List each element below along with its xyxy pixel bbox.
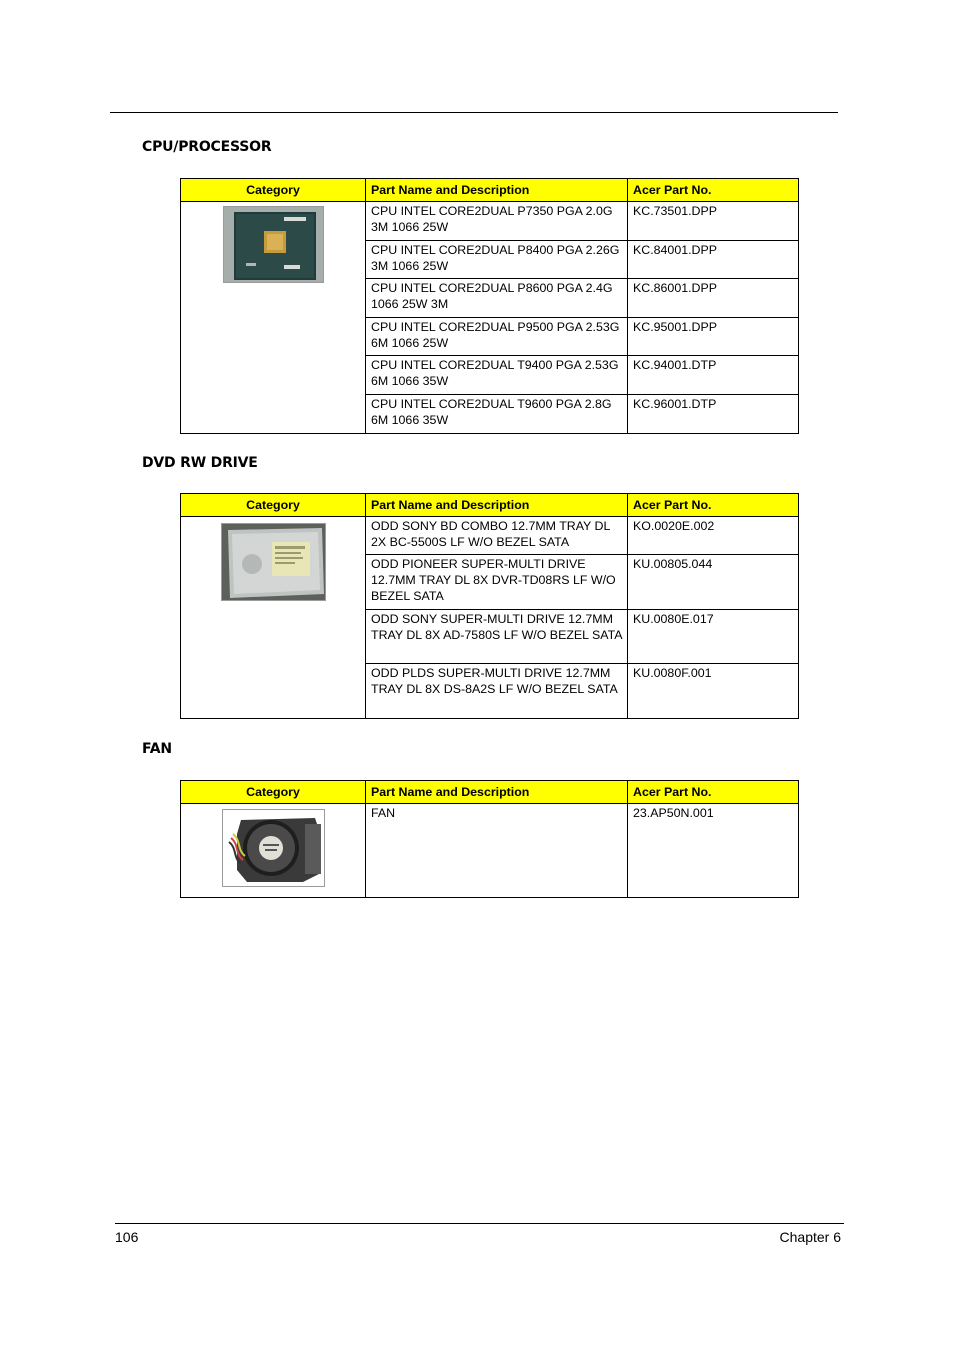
part-number: KC.86001.DPP: [628, 279, 799, 318]
part-number: KC.95001.DPP: [628, 318, 799, 356]
table-header-row: [181, 179, 799, 202]
dvd-drive-photo: [221, 523, 326, 601]
header-category: Category: [181, 179, 366, 202]
table-header-row: [181, 781, 799, 804]
header-acer-part-no: Acer Part No.: [628, 179, 799, 202]
part-number: KU.0080F.001: [628, 664, 799, 719]
part-description: CPU INTEL CORE2DUAL P8400 PGA 2.26G 3M 1066 25W: [366, 241, 628, 279]
part-number: KU.0080E.017: [628, 610, 799, 664]
header-part-name: Part Name and Description: [366, 179, 628, 202]
part-number: KO.0020E.002: [628, 517, 799, 555]
table-header-row: [181, 494, 799, 517]
header-acer-part-no: Acer Part No.: [628, 781, 799, 804]
chapter-label: Chapter 6: [779, 1229, 841, 1245]
section-title-fan: FAN: [142, 741, 172, 757]
header-part-name: Part Name and Description: [366, 781, 628, 804]
dvd-parts-table: [180, 493, 799, 719]
fan-parts-table: [180, 780, 799, 898]
part-description: FAN: [366, 804, 628, 898]
part-description: ODD PLDS SUPER-MULTI DRIVE 12.7MM TRAY DL 8X DS-8A2S LF W/O BEZEL SATA: [366, 664, 628, 719]
section-title-dvd: DVD RW DRIVE: [142, 455, 258, 471]
part-number: KC.96001.DTP: [628, 395, 799, 434]
category-image-cell: [181, 804, 366, 898]
header-rule: [110, 112, 838, 113]
header-acer-part-no: Acer Part No.: [628, 494, 799, 517]
part-description: CPU INTEL CORE2DUAL T9400 PGA 2.53G 6M 1066 35W: [366, 356, 628, 395]
page-number: 106: [115, 1229, 139, 1245]
cpu-photo: [223, 206, 324, 283]
part-description: ODD PIONEER SUPER-MULTI DRIVE 12.7MM TRAY DL 8X DVR-TD08RS LF W/O BEZEL SATA: [366, 555, 628, 610]
section-title-cpu: CPU/PROCESSOR: [142, 139, 272, 155]
part-description: CPU INTEL CORE2DUAL P8600 PGA 2.4G 1066 25W 3M: [366, 279, 628, 318]
part-number: KC.84001.DPP: [628, 241, 799, 279]
header-part-name: Part Name and Description: [366, 494, 628, 517]
table-row: [181, 202, 799, 241]
part-description: CPU INTEL CORE2DUAL T9600 PGA 2.8G 6M 1066 35W: [366, 395, 628, 434]
fan-photo: [222, 809, 325, 887]
part-description: CPU INTEL CORE2DUAL P7350 PGA 2.0G 3M 1066 25W: [366, 202, 628, 241]
header-category: Category: [181, 781, 366, 804]
table-row: [181, 517, 799, 555]
part-number: KC.94001.DTP: [628, 356, 799, 395]
table-row: [181, 804, 799, 898]
part-number: KC.73501.DPP: [628, 202, 799, 241]
part-description: CPU INTEL CORE2DUAL P9500 PGA 2.53G 6M 1066 25W: [366, 318, 628, 356]
category-image-cell: [181, 202, 366, 434]
cpu-parts-table: [180, 178, 799, 434]
part-number: KU.00805.044: [628, 555, 799, 610]
part-description: ODD SONY BD COMBO 12.7MM TRAY DL 2X BC-5500S LF W/O BEZEL SATA: [366, 517, 628, 555]
header-category: Category: [181, 494, 366, 517]
part-number: 23.AP50N.001: [628, 804, 799, 898]
footer-rule: [115, 1223, 844, 1224]
category-image-cell: [181, 517, 366, 719]
part-description: ODD SONY SUPER-MULTI DRIVE 12.7MM TRAY DL 8X AD-7580S LF W/O BEZEL SATA: [366, 610, 628, 664]
